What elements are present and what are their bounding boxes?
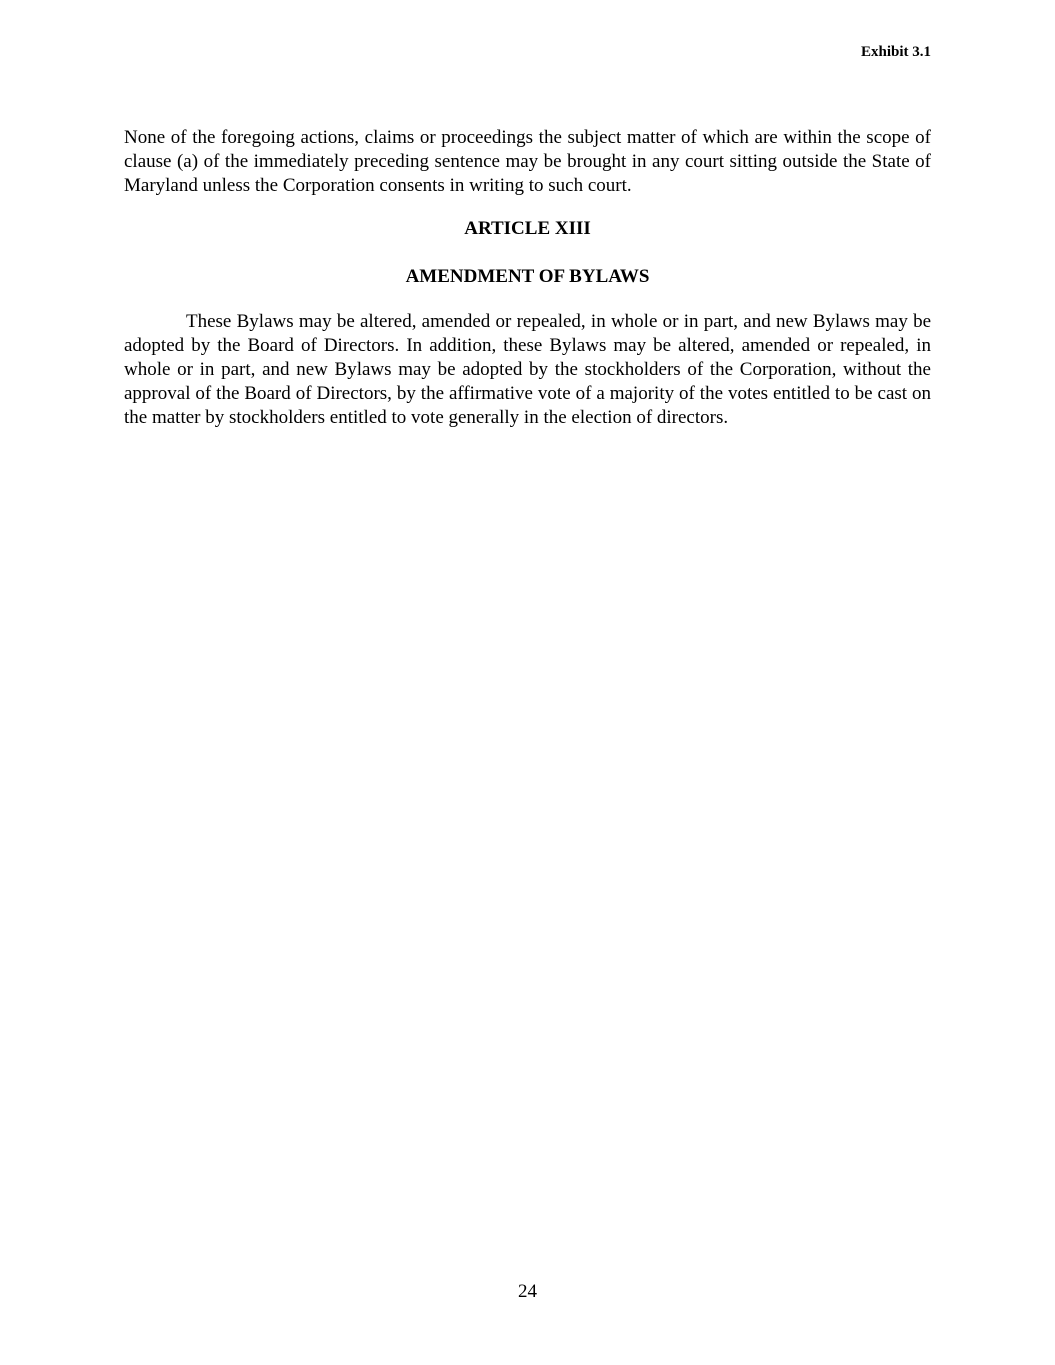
page-number: 24 [518,1281,537,1302]
article-heading: ARTICLE XIII [464,218,591,239]
exhibit-label: Exhibit 3.1 [860,44,931,60]
paragraph-forum-clause: None of the foregoing actions, claims or proceedings the subject matter of which are within the scope of clause (a) of the immediately preceding sentence may be brought in any court sitting outside the State of Maryland unless the Corporation consents in writing to such court. [124,127,931,196]
article-title: AMENDMENT OF BYLAWS [405,266,650,287]
paragraph-amendment: These Bylaws may be altered, amended or repealed, in whole or in part, and new Bylaws may be adopted by the Board of Directors. In addition, these Bylaws may be altered, amended or repealed, in whole or in part, and new Bylaws may be adopted by the stockholders of the Corporation, without the approval of the Board of Directors, by the affirmative vote of a majority of the votes entitled to be cast on the matter by stockholders entitled to vote generally in the election of directors. [124,311,931,428]
